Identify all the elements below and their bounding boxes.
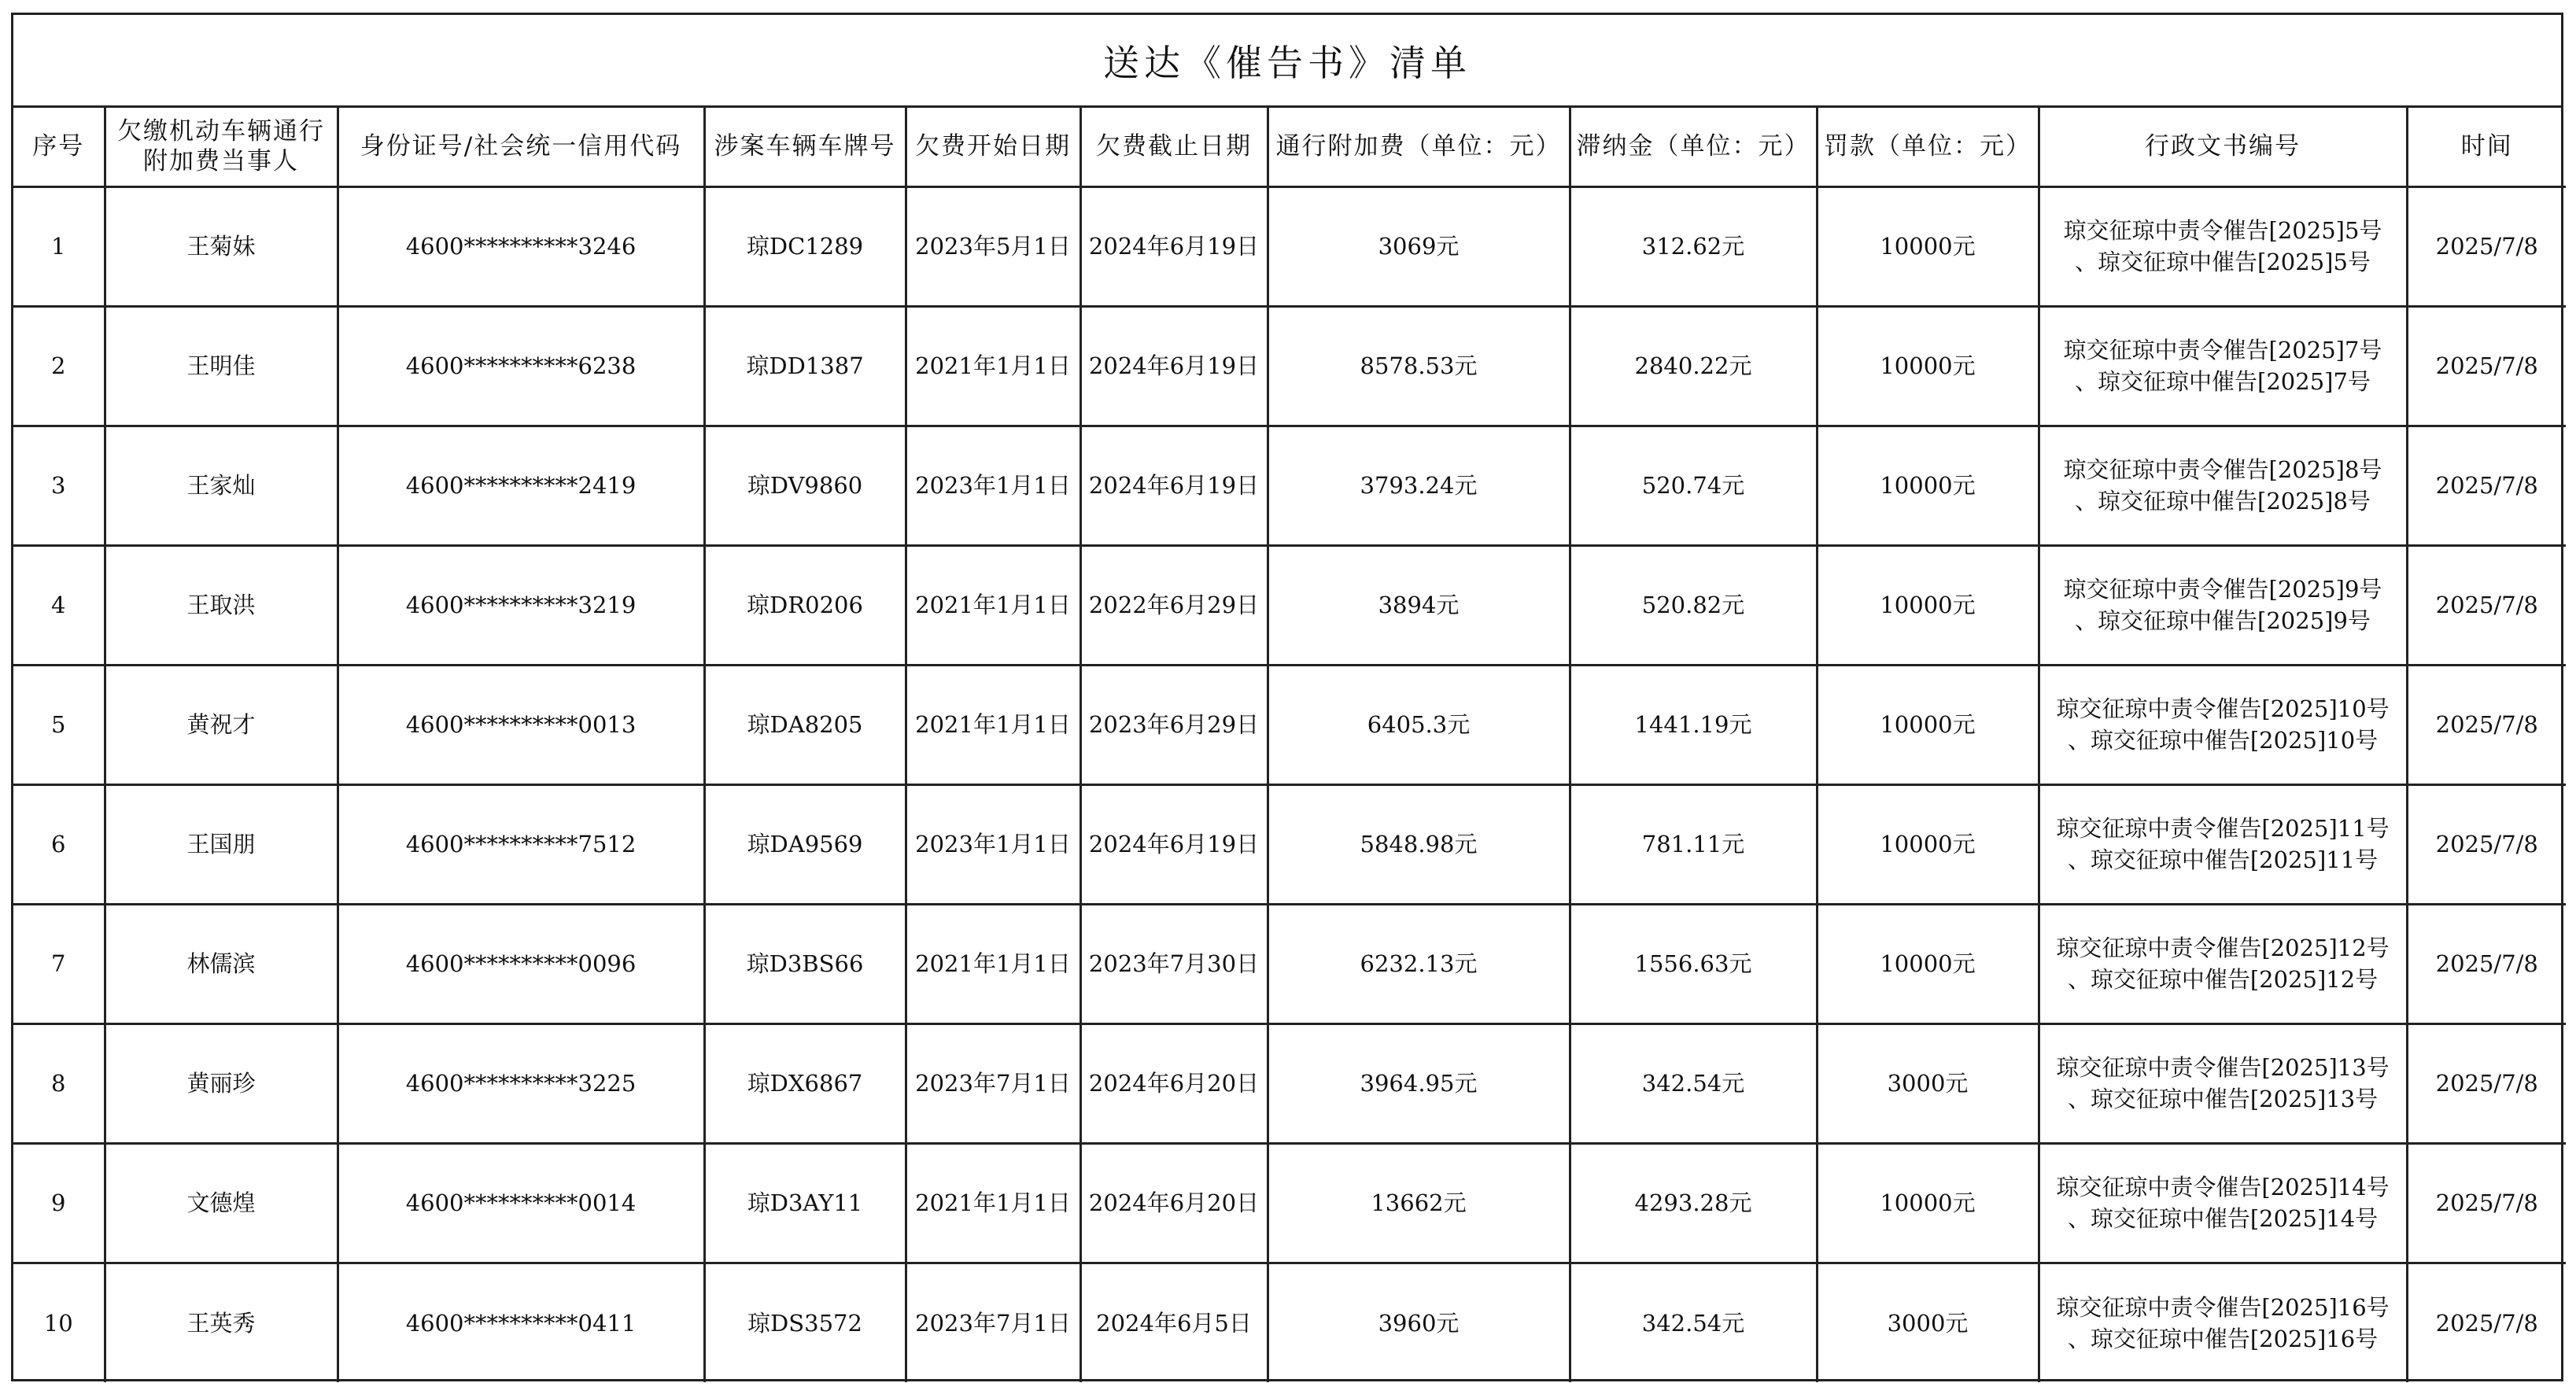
doc-no-line-1: 琼交征琼中责令催告[2025]11号 <box>2056 815 2390 842</box>
cell-end-date: 2024年6月19日 <box>1080 426 1268 545</box>
doc-no-line-1: 琼交征琼中责令催告[2025]5号 <box>2063 217 2382 244</box>
table-row <box>13 665 2566 784</box>
doc-no-line-1: 琼交征琼中责令催告[2025]7号 <box>2063 337 2382 363</box>
header-plate: 涉案车辆车牌号 <box>704 108 906 186</box>
doc-no-line-1: 琼交征琼中责令催告[2025]8号 <box>2063 456 2382 483</box>
cell-end-date: 2023年7月30日 <box>1080 904 1268 1023</box>
header-time: 时间 <box>2407 108 2566 186</box>
cell-seq: 10 <box>13 1263 105 1382</box>
table-row <box>13 306 2566 426</box>
cell-fee: 3894元 <box>1268 545 1570 665</box>
cell-seq: 8 <box>13 1023 105 1143</box>
header-fine: 罚款（单位：元） <box>1817 108 2039 186</box>
cell-end-date: 2024年6月20日 <box>1080 1143 1268 1263</box>
header-fee: 通行附加费（单位：元） <box>1268 108 1570 186</box>
cell-fine: 10000元 <box>1817 904 2039 1023</box>
cell-time: 2025/7/8 <box>2407 904 2566 1023</box>
page-title: 送达《催告书》清单 <box>13 15 2561 108</box>
header-end-date: 欠费截止日期 <box>1080 108 1268 186</box>
cell-start-date: 2021年1月1日 <box>906 904 1080 1023</box>
doc-no-line-2: 、琼交征琼中催告[2025]7号 <box>2075 368 2371 395</box>
cell-seq: 9 <box>13 1143 105 1263</box>
header-late-fee: 滞纳金（单位：元） <box>1570 108 1817 186</box>
cell-seq: 7 <box>13 904 105 1023</box>
cell-doc-no <box>2039 306 2407 426</box>
cell-seq: 5 <box>13 665 105 784</box>
cell-party: 黄丽珍 <box>105 1023 338 1143</box>
doc-no-line-2: 、琼交征琼中催告[2025]14号 <box>2067 1205 2379 1232</box>
cell-fine: 10000元 <box>1817 306 2039 426</box>
cell-late-fee: 520.82元 <box>1570 545 1817 665</box>
cell-end-date: 2024年6月19日 <box>1080 306 1268 426</box>
cell-late-fee: 342.54元 <box>1570 1263 1817 1382</box>
cell-time: 2025/7/8 <box>2407 665 2566 784</box>
cell-party: 王英秀 <box>105 1263 338 1382</box>
doc-no-line-2: 、琼交征琼中催告[2025]10号 <box>2067 727 2379 754</box>
cell-late-fee: 312.62元 <box>1570 186 1817 306</box>
cell-time: 2025/7/8 <box>2407 1263 2566 1382</box>
cell-start-date: 2021年1月1日 <box>906 1143 1080 1263</box>
cell-time: 2025/7/8 <box>2407 186 2566 306</box>
cell-doc-no <box>2039 784 2407 904</box>
cell-party: 文德煌 <box>105 1143 338 1263</box>
notice-list-sheet <box>11 13 2563 1381</box>
cell-start-date: 2023年7月1日 <box>906 1263 1080 1382</box>
cell-doc-no <box>2039 1023 2407 1143</box>
cell-fee: 5848.98元 <box>1268 784 1570 904</box>
cell-fine: 10000元 <box>1817 545 2039 665</box>
cell-late-fee: 342.54元 <box>1570 1023 1817 1143</box>
cell-start-date: 2023年1月1日 <box>906 784 1080 904</box>
cell-plate: 琼DA9569 <box>704 784 906 904</box>
table-row <box>13 1023 2566 1143</box>
cell-time: 2025/7/8 <box>2407 1023 2566 1143</box>
cell-party: 王明佳 <box>105 306 338 426</box>
cell-start-date: 2023年1月1日 <box>906 426 1080 545</box>
doc-no-line-2: 、琼交征琼中催告[2025]8号 <box>2075 488 2371 514</box>
doc-no-line-1: 琼交征琼中责令催告[2025]9号 <box>2063 576 2382 603</box>
cell-time: 2025/7/8 <box>2407 306 2566 426</box>
cell-time: 2025/7/8 <box>2407 1143 2566 1263</box>
doc-no-line-2: 、琼交征琼中催告[2025]16号 <box>2067 1325 2379 1352</box>
table-row <box>13 1143 2566 1263</box>
cell-seq: 2 <box>13 306 105 426</box>
cell-end-date: 2023年6月29日 <box>1080 665 1268 784</box>
cell-party: 王菊妹 <box>105 186 338 306</box>
cell-fine: 10000元 <box>1817 1143 2039 1263</box>
cell-fine: 10000元 <box>1817 186 2039 306</box>
cell-id-code: 4600**********3219 <box>338 545 704 665</box>
doc-no-line-1: 琼交征琼中责令催告[2025]13号 <box>2056 1054 2390 1081</box>
cell-doc-no <box>2039 904 2407 1023</box>
header-row <box>13 108 2566 186</box>
cell-id-code: 4600**********3225 <box>338 1023 704 1143</box>
cell-plate: 琼DD1387 <box>704 306 906 426</box>
cell-id-code: 4600**********0013 <box>338 665 704 784</box>
doc-no-line-1: 琼交征琼中责令催告[2025]14号 <box>2056 1174 2390 1200</box>
header-id-code: 身份证号/社会统一信用代码 <box>338 108 704 186</box>
cell-doc-no <box>2039 1143 2407 1263</box>
doc-no-line-1: 琼交征琼中责令催告[2025]12号 <box>2056 935 2390 961</box>
cell-doc-no <box>2039 426 2407 545</box>
cell-late-fee: 781.11元 <box>1570 784 1817 904</box>
doc-no-line-2: 、琼交征琼中催告[2025]5号 <box>2075 249 2371 275</box>
cell-late-fee: 1441.19元 <box>1570 665 1817 784</box>
cell-seq: 4 <box>13 545 105 665</box>
cell-id-code: 4600**********0014 <box>338 1143 704 1263</box>
table-row <box>13 545 2566 665</box>
cell-plate: 琼DA8205 <box>704 665 906 784</box>
cell-plate: 琼D3BS66 <box>704 904 906 1023</box>
cell-fee: 8578.53元 <box>1268 306 1570 426</box>
cell-doc-no <box>2039 665 2407 784</box>
cell-plate: 琼DX6867 <box>704 1023 906 1143</box>
cell-plate: 琼DV9860 <box>704 426 906 545</box>
cell-fee: 6405.3元 <box>1268 665 1570 784</box>
doc-no-line-1: 琼交征琼中责令催告[2025]16号 <box>2056 1293 2390 1321</box>
cell-id-code: 4600**********0411 <box>338 1263 704 1382</box>
header-doc-no: 行政文书编号 <box>2039 108 2407 186</box>
cell-start-date: 2021年1月1日 <box>906 545 1080 665</box>
table-row <box>13 186 2566 306</box>
cell-time: 2025/7/8 <box>2407 426 2566 545</box>
header-seq: 序号 <box>13 108 105 186</box>
notice-table <box>13 108 2566 1382</box>
cell-doc-no <box>2039 186 2407 306</box>
cell-start-date: 2021年1月1日 <box>906 665 1080 784</box>
cell-party: 林儒滨 <box>105 904 338 1023</box>
cell-end-date: 2024年6月19日 <box>1080 186 1268 306</box>
cell-start-date: 2023年7月1日 <box>906 1023 1080 1143</box>
cell-party: 王家灿 <box>105 426 338 545</box>
cell-end-date: 2024年6月5日 <box>1080 1263 1268 1382</box>
cell-end-date: 2022年6月29日 <box>1080 545 1268 665</box>
cell-id-code: 4600**********6238 <box>338 306 704 426</box>
doc-no-line-1: 琼交征琼中责令催告[2025]10号 <box>2056 695 2390 722</box>
cell-fee: 3069元 <box>1268 186 1570 306</box>
table-row <box>13 784 2566 904</box>
header-start-date: 欠费开始日期 <box>906 108 1080 186</box>
cell-end-date: 2024年6月20日 <box>1080 1023 1268 1143</box>
cell-doc-no <box>2039 1263 2407 1382</box>
table-row <box>13 426 2566 545</box>
cell-time: 2025/7/8 <box>2407 784 2566 904</box>
table-row <box>13 904 2566 1023</box>
doc-no-line-2: 、琼交征琼中催告[2025]12号 <box>2067 966 2379 993</box>
cell-fee: 6232.13元 <box>1268 904 1570 1023</box>
cell-plate: 琼DS3572 <box>704 1263 906 1382</box>
cell-id-code: 4600**********0096 <box>338 904 704 1023</box>
cell-fee: 3960元 <box>1268 1263 1570 1382</box>
cell-start-date: 2023年5月1日 <box>906 186 1080 306</box>
cell-id-code: 4600**********2419 <box>338 426 704 545</box>
cell-seq: 6 <box>13 784 105 904</box>
cell-party: 王国朋 <box>105 784 338 904</box>
cell-seq: 1 <box>13 186 105 306</box>
cell-fine: 10000元 <box>1817 784 2039 904</box>
cell-id-code: 4600**********7512 <box>338 784 704 904</box>
cell-time: 2025/7/8 <box>2407 545 2566 665</box>
cell-fine: 10000元 <box>1817 426 2039 545</box>
cell-end-date: 2024年6月19日 <box>1080 784 1268 904</box>
header-party: 欠缴机动车辆通行附加费当事人 <box>105 108 338 186</box>
cell-fine: 3000元 <box>1817 1263 2039 1382</box>
cell-plate: 琼DR0206 <box>704 545 906 665</box>
doc-no-line-2: 、琼交征琼中催告[2025]9号 <box>2075 607 2371 634</box>
cell-fee: 3964.95元 <box>1268 1023 1570 1143</box>
cell-party: 王取洪 <box>105 545 338 665</box>
cell-id-code: 4600**********3246 <box>338 186 704 306</box>
cell-late-fee: 520.74元 <box>1570 426 1817 545</box>
cell-fee: 13662元 <box>1268 1143 1570 1263</box>
cell-fine: 3000元 <box>1817 1023 2039 1143</box>
cell-plate: 琼DC1289 <box>704 186 906 306</box>
doc-no-line-2: 、琼交征琼中催告[2025]13号 <box>2067 1086 2379 1112</box>
cell-late-fee: 1556.63元 <box>1570 904 1817 1023</box>
doc-no-line-2: 、琼交征琼中催告[2025]11号 <box>2067 846 2379 873</box>
cell-start-date: 2021年1月1日 <box>906 306 1080 426</box>
cell-fine: 10000元 <box>1817 665 2039 784</box>
cell-seq: 3 <box>13 426 105 545</box>
cell-plate: 琼D3AY11 <box>704 1143 906 1263</box>
cell-late-fee: 2840.22元 <box>1570 306 1817 426</box>
cell-doc-no <box>2039 545 2407 665</box>
cell-fee: 3793.24元 <box>1268 426 1570 545</box>
cell-party: 黄祝才 <box>105 665 338 784</box>
table-row <box>13 1263 2566 1382</box>
table-body <box>13 186 2566 1382</box>
cell-late-fee: 4293.28元 <box>1570 1143 1817 1263</box>
